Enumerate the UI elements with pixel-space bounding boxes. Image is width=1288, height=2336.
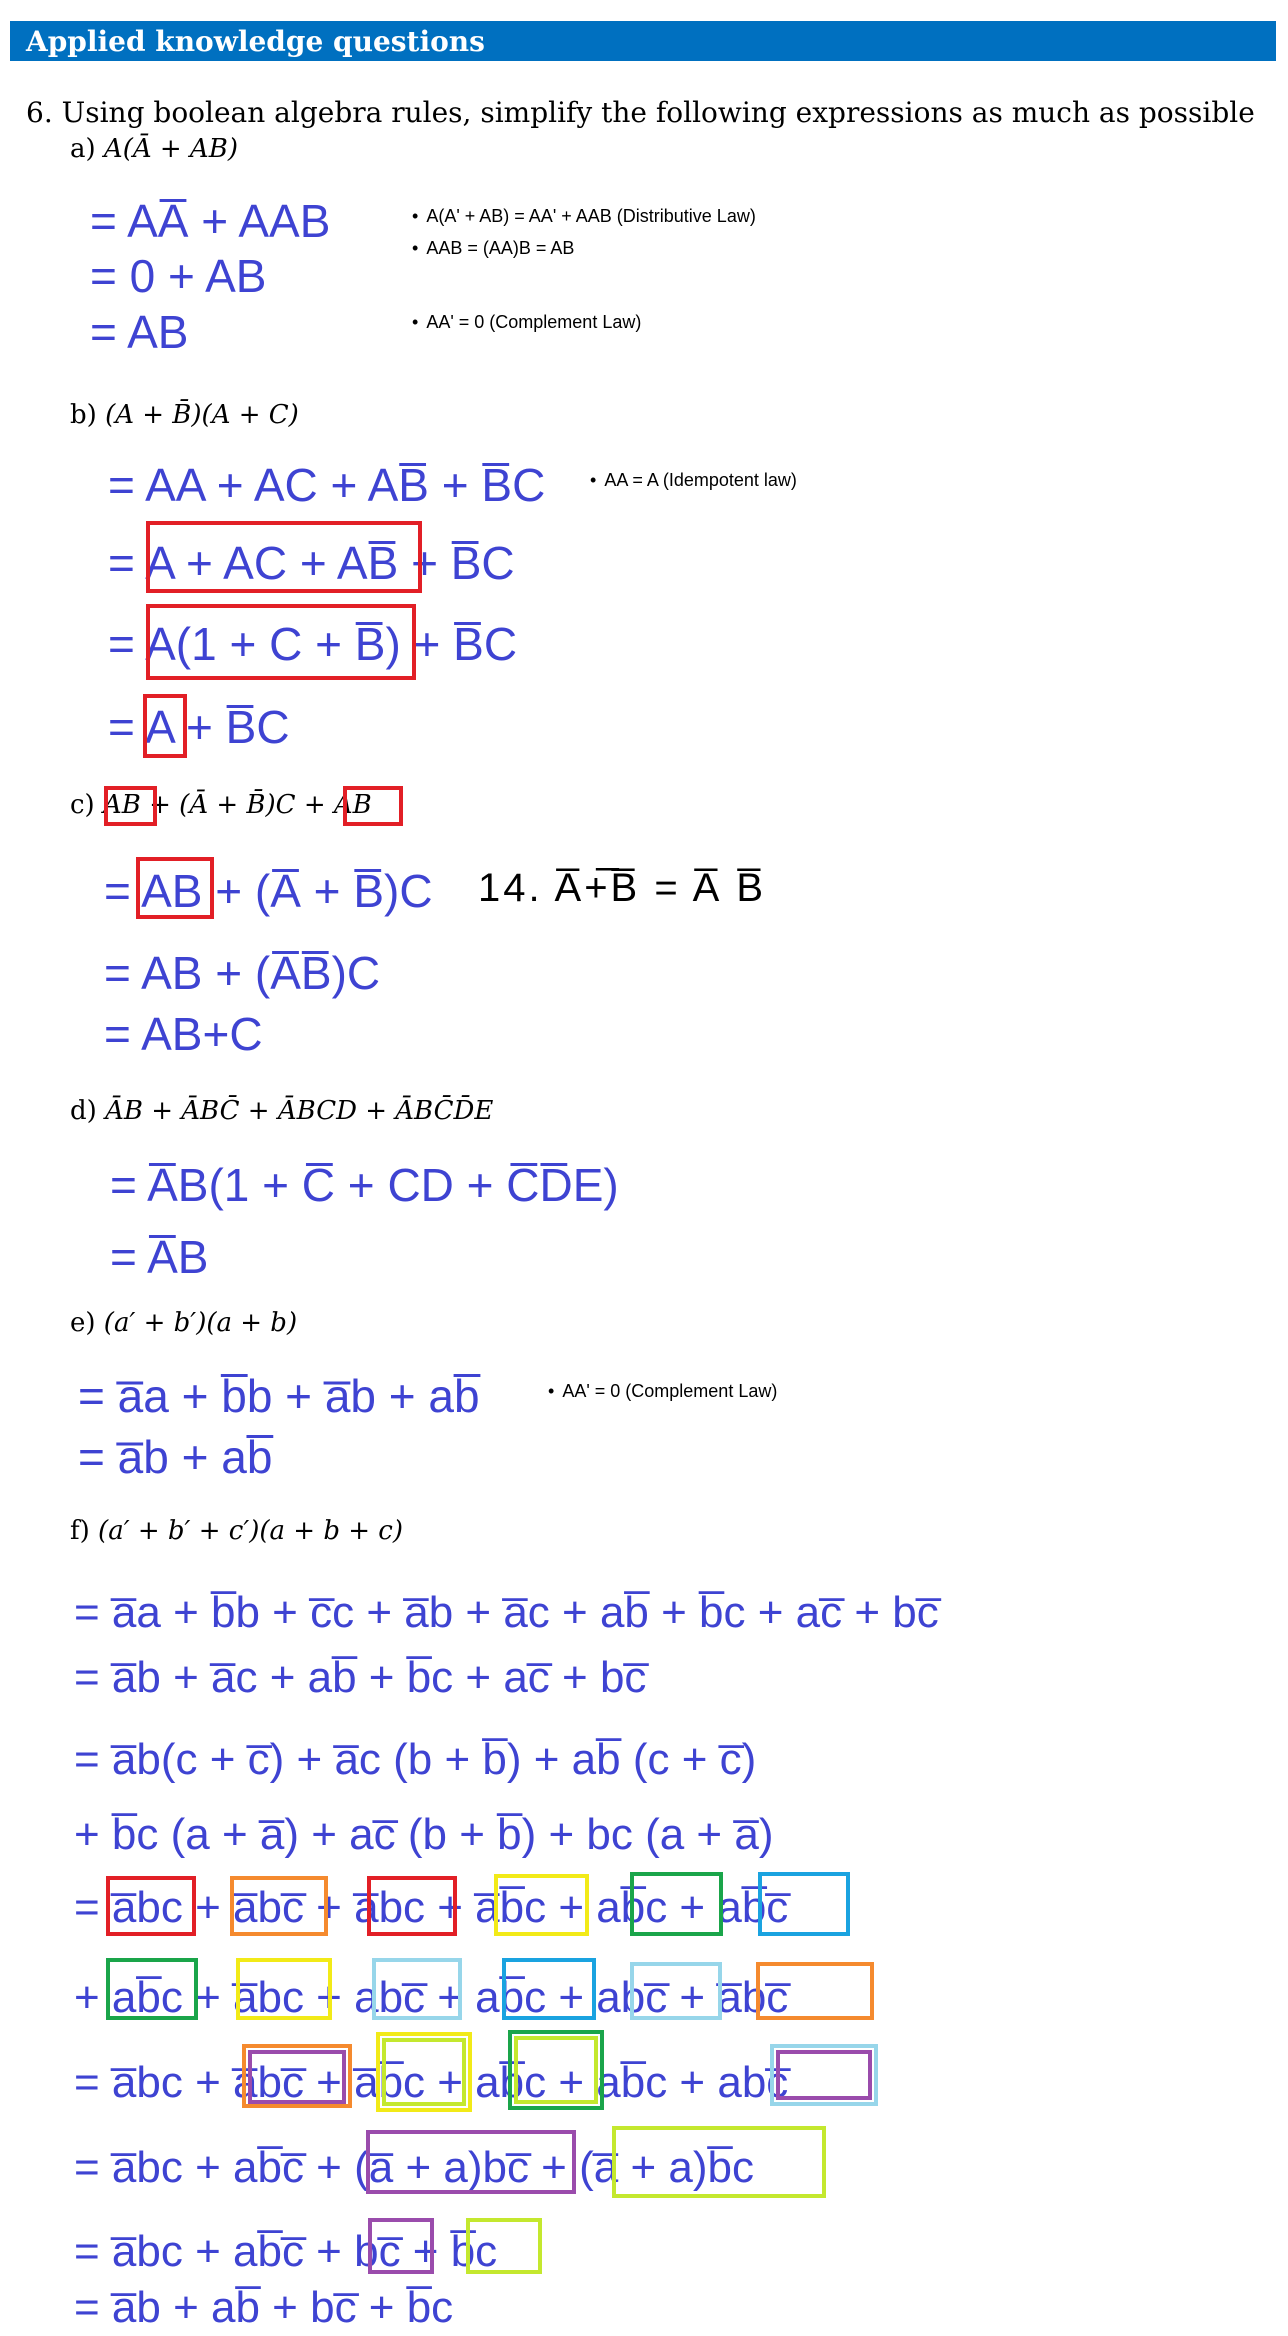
part-a-note-2: • AAB = (AA)B = AB <box>412 238 574 259</box>
part-expression: A(Ā + AB) <box>103 134 238 164</box>
part-a-note-3: • AA' = 0 (Complement Law) <box>412 312 641 333</box>
highlight-box <box>372 1958 462 2020</box>
part-f-step-1: = a̅a + b̅b + c̅c + a̅b + a̅c + ab̅ + b̅c + ac̅ + bc̅ <box>74 1588 939 1637</box>
part-e-heading <box>70 1308 297 1338</box>
part-f-step-5: = a̅bc + a̅bc̅ + a̅bc + a̅b̅c + ab̅c + ab̅c̅ <box>74 1883 789 1932</box>
part-f-step-7: = a̅bc + a̅bc̅ + a̅b̅c + ab̅c + ab̅c + abc̅ <box>74 2058 789 2107</box>
highlight-box <box>104 786 157 826</box>
part-f-step-8: = a̅bc + ab̅c̅ + (a̅ + a)bc̅ + (a̅ + a)b̅c <box>74 2143 754 2192</box>
highlight-box <box>343 786 403 826</box>
highlight-box <box>146 604 416 680</box>
highlight-box <box>136 857 214 919</box>
part-a-step-1: = AA̅ + AAB <box>90 195 331 247</box>
part-expression: (a′ + b′ + c′)(a + b + c) <box>98 1516 404 1546</box>
part-expression: (A + B̄)(A + C) <box>105 400 299 430</box>
part-a-step-3: = AB <box>90 306 189 358</box>
part-label: f) <box>70 1516 90 1546</box>
highlight-box <box>143 694 187 758</box>
highlight-box <box>236 1958 332 2020</box>
part-expression: (a′ + b′)(a + b) <box>103 1308 298 1338</box>
part-b-step-3: = A(1 + C + B̅) + B̅C <box>108 618 518 670</box>
highlight-box <box>248 2050 346 2104</box>
highlight-box <box>756 1962 874 2020</box>
highlight-box <box>106 1958 198 2020</box>
part-f-step-2: = a̅b + a̅c + ab̅ + b̅c + ac̅ + bc̅ <box>74 1653 647 1702</box>
part-b-note-1: • AA = A (Idempotent law) <box>590 470 797 491</box>
part-expression: ĀB + ĀBC̄ + ĀBCD + ĀBC̄D̄E <box>105 1096 494 1126</box>
highlight-box <box>612 2126 826 2198</box>
part-c-step-1: = AB + (A̅ + B̅)C <box>104 865 433 917</box>
part-b-heading <box>70 400 299 430</box>
part-label: c) <box>70 790 95 820</box>
highlight-box <box>366 2130 576 2194</box>
highlight-box <box>230 1876 328 1936</box>
part-f-heading <box>70 1516 403 1546</box>
part-a-note-1: • A(A' + AB) = AA' + AAB (Distributive Law) <box>412 206 756 227</box>
highlight-box <box>367 1876 457 1936</box>
part-f-step-6: + ab̅c + a̅bc + abc̅ + ab̅c + abc̅ + a̅bc̅ <box>74 1973 789 2022</box>
part-f-step-9: = a̅bc + ab̅c̅ + bc̅ + b̅c <box>74 2227 498 2276</box>
part-e-step-2: = a̅b + ab̅ <box>78 1431 273 1483</box>
highlight-box <box>368 2218 434 2274</box>
part-f-step-10: = a̅b + ab̅ + bc̅ + b̅c <box>74 2283 454 2332</box>
question-text: 6. Using boolean algebra rules, simplify the following expressions as much as possible <box>26 96 1255 129</box>
highlight-box <box>494 1874 589 1936</box>
part-label: d) <box>70 1096 97 1126</box>
highlight-box <box>106 1876 196 1936</box>
part-label: b) <box>70 400 97 430</box>
highlight-box <box>146 521 422 593</box>
part-f-step-4: + b̅c (a + a̅) + ac̅ (b + b̅) + bc (a + a̅) <box>74 1810 774 1859</box>
highlight-box <box>514 2036 598 2104</box>
part-d-step-2: = A̅B <box>110 1231 209 1283</box>
part-d-heading <box>70 1096 493 1126</box>
highlight-box <box>502 1958 596 2020</box>
part-b-step-1: = AA + AC + AB̅ + B̅C <box>108 459 546 511</box>
part-b-step-4: = A + B̅C <box>108 701 290 753</box>
part-e-note-1: • AA' = 0 (Complement Law) <box>548 1381 777 1402</box>
highlight-box <box>382 2038 466 2106</box>
highlight-box <box>758 1872 850 1936</box>
part-label: e) <box>70 1308 96 1338</box>
part-a-step-2: = 0 + AB <box>90 250 267 302</box>
section-title: Applied knowledge questions <box>26 25 485 58</box>
part-f-step-3: = a̅b(c + c̅) + a̅c (b + b̅) + ab̅ (c + c̅) <box>74 1735 757 1784</box>
highlight-box <box>630 1962 722 2020</box>
part-b-step-2: = A + AC + AB̅ + B̅C <box>108 537 515 589</box>
part-expression: AB + (Ā + B̄)C + AB <box>102 790 372 820</box>
part-d-step-1: = A̅B(1 + C̅ + CD + C̅D̅E) <box>110 1159 619 1211</box>
part-a-heading <box>70 134 238 164</box>
highlight-box <box>630 1872 723 1936</box>
section-header-bar <box>10 21 1276 61</box>
part-label: a) <box>70 134 96 164</box>
highlight-box <box>776 2050 872 2100</box>
de-morgan-reference: 14. A̅+̅B̅ = A̅ B̅ <box>478 866 767 910</box>
highlight-box <box>466 2218 542 2274</box>
part-c-step-3: = AB+C <box>104 1008 263 1060</box>
part-e-step-1: = a̅a + b̅b + a̅b + ab̅ <box>78 1370 480 1422</box>
part-c-step-2: = AB + (A̅B̅)C <box>104 947 381 999</box>
